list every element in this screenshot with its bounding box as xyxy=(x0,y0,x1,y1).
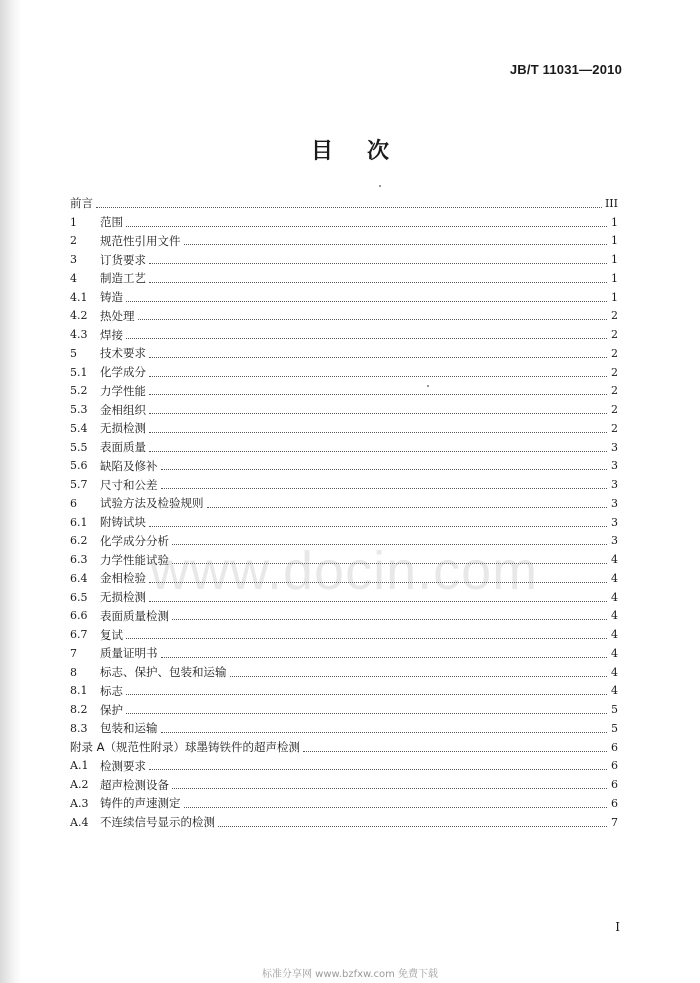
toc-section-number: 4 xyxy=(70,271,77,285)
toc-section-number: 5.3 xyxy=(70,403,88,417)
toc-row[interactable] xyxy=(70,419,618,438)
toc-page-number: 1 xyxy=(611,271,618,285)
dot-leader xyxy=(126,638,607,639)
toc-page-number: 2 xyxy=(611,365,618,379)
toc-section-number: 6.5 xyxy=(70,590,88,604)
dot-leader xyxy=(149,282,607,283)
dot-leader xyxy=(161,732,608,733)
toc-section-number: 8.2 xyxy=(70,703,88,717)
toc-entry-title: 化学成分分析 xyxy=(100,533,169,548)
dot-leader xyxy=(126,713,607,714)
dot-leader xyxy=(126,226,607,227)
toc-page-number: 4 xyxy=(611,684,618,698)
toc-page-number: 6 xyxy=(611,778,618,792)
toc-page-number: 1 xyxy=(611,215,618,229)
dot-leader xyxy=(149,451,607,452)
toc-page-number: 2 xyxy=(611,384,618,398)
toc-page-number: 3 xyxy=(611,440,618,454)
toc-entry-title: 化学成分 xyxy=(100,365,146,380)
toc-entry-title: 标志 xyxy=(100,683,123,698)
toc-section-number: 4.1 xyxy=(70,290,88,304)
toc-page-number: 7 xyxy=(611,815,618,829)
toc-entry-title: 制造工艺 xyxy=(100,271,146,286)
toc-page-number: 4 xyxy=(611,553,618,567)
dot-leader xyxy=(161,657,608,658)
toc-section-number: 2 xyxy=(70,234,77,248)
toc-row[interactable] xyxy=(70,644,618,663)
dot-leader xyxy=(138,319,608,320)
page-number: I xyxy=(615,920,620,934)
toc-row[interactable] xyxy=(70,494,618,513)
dot-leader xyxy=(230,676,608,677)
toc-row[interactable] xyxy=(70,194,618,213)
toc-entry-title: 规范性引用文件 xyxy=(100,233,181,248)
toc-section-number: 5.1 xyxy=(70,365,88,379)
dot-leader xyxy=(149,357,607,358)
dot-leader xyxy=(184,244,608,245)
dot-leader xyxy=(149,769,607,770)
toc-row[interactable] xyxy=(70,663,618,682)
toc-page-number: 6 xyxy=(611,796,618,810)
toc-page-number: 1 xyxy=(611,253,618,267)
toc-row[interactable] xyxy=(70,682,618,701)
toc-row[interactable] xyxy=(70,457,618,476)
toc-section-number: 5.6 xyxy=(70,459,88,473)
toc-row[interactable] xyxy=(70,719,618,738)
toc-entry-title: 金相组织 xyxy=(100,402,146,417)
dot-leader xyxy=(149,432,607,433)
toc-row[interactable] xyxy=(70,250,618,269)
dot-leader xyxy=(149,376,607,377)
toc-page-number: 4 xyxy=(611,646,618,660)
toc-row[interactable] xyxy=(70,813,618,832)
toc-entry-title: 超声检测设备 xyxy=(100,777,169,792)
toc-page-number: 2 xyxy=(611,346,618,360)
toc-section-number: 5.2 xyxy=(70,384,88,398)
toc-entry-title: 检测要求 xyxy=(100,758,146,773)
toc-page-number: 4 xyxy=(611,571,618,585)
toc-row[interactable] xyxy=(70,213,618,232)
toc-row[interactable] xyxy=(70,475,618,494)
toc-entry-title: 铸件的声速测定 xyxy=(100,796,181,811)
toc-section-number: 6.1 xyxy=(70,515,88,529)
toc-section-number: A.4 xyxy=(70,815,89,829)
toc-row[interactable] xyxy=(70,700,618,719)
watermark: www.docin.com xyxy=(150,541,539,601)
toc-entry-title: 试验方法及检验规则 xyxy=(100,496,204,511)
toc-page-number: 2 xyxy=(611,403,618,417)
toc-section-number: 6.6 xyxy=(70,609,88,623)
toc-entry-title: 附录 A（规范性附录）球墨铸铁件的超声检测 xyxy=(70,740,301,755)
dot-leader xyxy=(184,807,608,808)
toc-section-number: 6.2 xyxy=(70,534,88,548)
toc-entry-title: 标志、保护、包装和运输 xyxy=(100,665,227,680)
toc-page-number: 6 xyxy=(611,759,618,773)
dot-leader xyxy=(161,488,608,489)
toc-page-number: 1 xyxy=(611,234,618,248)
toc-entry-title: 缺陷及修补 xyxy=(100,458,158,473)
toc-section-number: 6.7 xyxy=(70,628,88,642)
toc-page-number: 2 xyxy=(611,421,618,435)
dot-leader xyxy=(207,507,608,508)
toc-page-number: 6 xyxy=(611,740,618,754)
toc-row[interactable] xyxy=(70,513,618,532)
dot-leader xyxy=(172,619,607,620)
dot-leader xyxy=(303,751,607,752)
toc-row[interactable] xyxy=(70,307,618,326)
toc-entry-title: 无损检测 xyxy=(100,590,146,605)
dot-leader xyxy=(96,207,602,208)
toc-section-number: 5.7 xyxy=(70,478,88,492)
toc-section-number: 8.3 xyxy=(70,721,88,735)
table-of-contents xyxy=(70,194,618,832)
toc-row[interactable] xyxy=(70,794,618,813)
dot-leader xyxy=(172,788,607,789)
toc-row[interactable] xyxy=(70,269,618,288)
toc-entry-title: 前言 xyxy=(70,196,93,211)
toc-entry-title: 焊接 xyxy=(100,327,123,342)
toc-section-number: 4.2 xyxy=(70,309,88,323)
toc-page-number: 1 xyxy=(611,290,618,304)
toc-row[interactable] xyxy=(70,288,618,307)
dot-leader xyxy=(149,394,607,395)
dot-leader xyxy=(149,263,607,264)
toc-entry-title: 质量证明书 xyxy=(100,646,158,661)
toc-page-number: 4 xyxy=(611,609,618,623)
toc-entry-title: 范围 xyxy=(100,215,123,230)
toc-row[interactable] xyxy=(70,382,618,401)
toc-page-number: 3 xyxy=(611,478,618,492)
toc-row[interactable] xyxy=(70,438,618,457)
dot-leader xyxy=(126,338,607,339)
toc-entry-title: 保护 xyxy=(100,702,123,717)
dot-leader xyxy=(126,301,607,302)
toc-page-number: 2 xyxy=(611,309,618,323)
dot-leader xyxy=(149,526,607,527)
toc-section-number: 8.1 xyxy=(70,684,88,698)
toc-section-number: 5 xyxy=(70,346,77,360)
dot-leader xyxy=(161,469,608,470)
toc-entry-title: 热处理 xyxy=(100,308,135,323)
dot-leader xyxy=(149,413,607,414)
toc-entry-title: 不连续信号显示的检测 xyxy=(100,815,215,830)
toc-page-number: 2 xyxy=(611,328,618,342)
download-footer: 标准分享网 www.bzfxw.com 免费下载 xyxy=(262,969,438,980)
toc-entry-title: 铸造 xyxy=(100,290,123,305)
toc-entry-title: 尺寸和公差 xyxy=(100,477,158,492)
scan-speck xyxy=(379,185,381,187)
toc-page-number: 3 xyxy=(611,534,618,548)
toc-section-number: 5.4 xyxy=(70,421,88,435)
toc-row[interactable] xyxy=(70,607,618,626)
toc-page-number: 3 xyxy=(611,459,618,473)
toc-row[interactable] xyxy=(70,757,618,776)
toc-page-number: 3 xyxy=(611,515,618,529)
toc-section-number: 4.3 xyxy=(70,328,88,342)
toc-entry-title: 复试 xyxy=(100,627,123,642)
toc-entry-title: 技术要求 xyxy=(100,346,146,361)
toc-entry-title: 表面质量检测 xyxy=(100,608,169,623)
toc-section-number: 6.4 xyxy=(70,571,88,585)
toc-entry-title: 表面质量 xyxy=(100,440,146,455)
toc-section-number: A.2 xyxy=(70,778,89,792)
toc-section-number: 6.3 xyxy=(70,553,88,567)
toc-entry-title: 附铸试块 xyxy=(100,515,146,530)
toc-row[interactable] xyxy=(70,400,618,419)
toc-row[interactable] xyxy=(70,775,618,794)
toc-page-number: 3 xyxy=(611,496,618,510)
dot-leader xyxy=(126,694,607,695)
toc-section-number: 7 xyxy=(70,646,77,660)
toc-page-number: 4 xyxy=(611,665,618,679)
toc-entry-title: 金相检验 xyxy=(100,571,146,586)
toc-page-number: III xyxy=(604,196,618,210)
toc-row[interactable] xyxy=(70,325,618,344)
toc-entry-title: 力学性能 xyxy=(100,383,146,398)
toc-section-number: A.3 xyxy=(70,796,89,810)
toc-page-number: 4 xyxy=(611,628,618,642)
standard-code: JB/T 11031—2010 xyxy=(509,62,622,77)
toc-page-number: 4 xyxy=(611,590,618,604)
toc-entry-title: 无损检测 xyxy=(100,421,146,436)
toc-row[interactable] xyxy=(70,363,618,382)
toc-section-number: 6 xyxy=(70,496,77,510)
toc-entry-title: 包装和运输 xyxy=(100,721,158,736)
toc-page-number: 5 xyxy=(611,721,618,735)
dot-leader xyxy=(218,826,607,827)
page-title: 目次 xyxy=(310,139,423,164)
toc-row[interactable] xyxy=(70,232,618,251)
toc-section-number: 1 xyxy=(70,215,77,229)
toc-section-number: 5.5 xyxy=(70,440,88,454)
toc-entry-title: 力学性能试验 xyxy=(100,552,169,567)
toc-section-number: 8 xyxy=(70,665,77,679)
toc-section-number: 3 xyxy=(70,253,77,267)
toc-row[interactable] xyxy=(70,625,618,644)
toc-section-number: A.1 xyxy=(70,759,89,773)
toc-page-number: 5 xyxy=(611,703,618,717)
toc-row[interactable] xyxy=(70,738,618,757)
toc-row[interactable] xyxy=(70,344,618,363)
toc-entry-title: 订货要求 xyxy=(100,252,146,267)
